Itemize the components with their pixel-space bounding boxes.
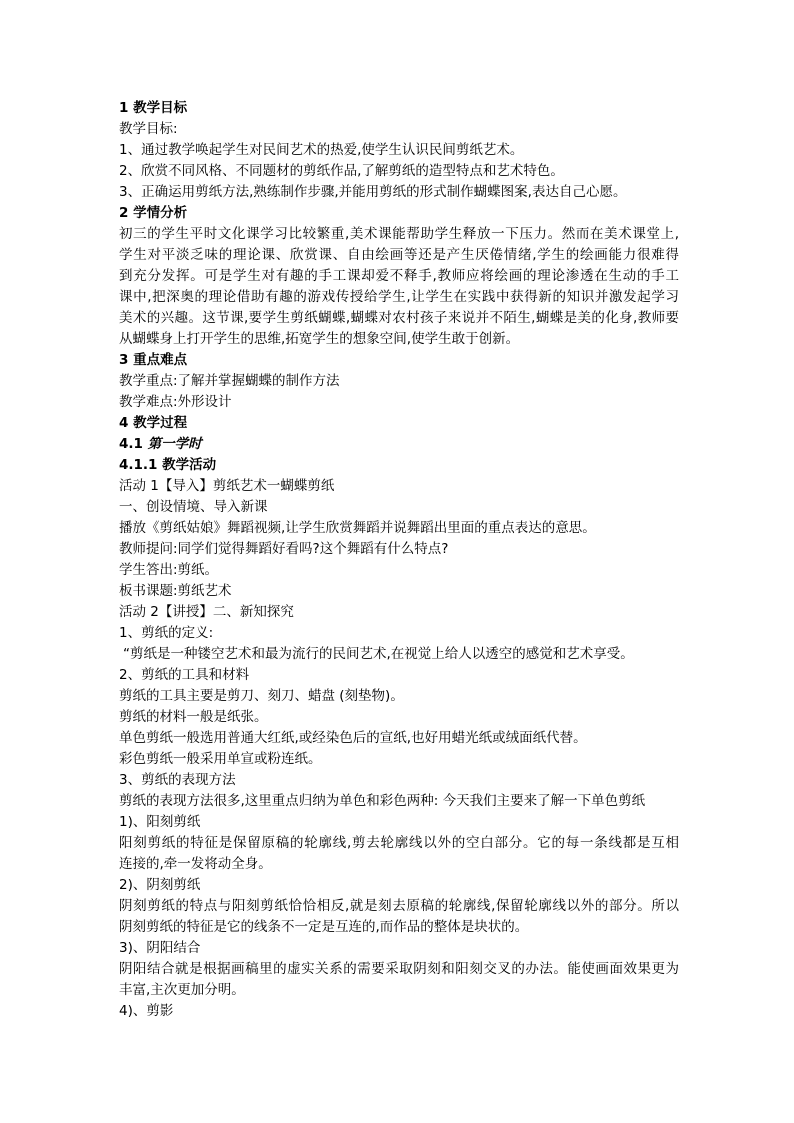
text-line xyxy=(119,749,679,770)
line-text: 阴刻剪纸的特征是它的线条不一定是互连的,而作品的整体是块状的。 xyxy=(119,919,529,935)
text-line xyxy=(119,224,679,245)
text-line xyxy=(119,350,679,371)
line-text: 2、欣赏不同风格、不同题材的剪纸作品,了解剪纸的造型特点和艺术特色。 xyxy=(119,163,564,179)
line-text: 活动 2【讲授】二、新知探究 xyxy=(119,604,294,620)
text-line xyxy=(119,161,679,182)
text-line xyxy=(119,896,679,917)
line-text: 2、剪纸的工具和材料 xyxy=(119,667,250,683)
line-text: 从蝴蝶身上打开学生的思维,拓宽学生的想象空间,使学生敢于创新。 xyxy=(119,331,520,347)
text-line xyxy=(119,980,679,1001)
text-line xyxy=(119,287,679,308)
line-text: 2)、阴刻剪纸 xyxy=(119,877,201,893)
line-text: 美术的兴趣。这节课,要学生剪纸蝴蝶,蝴蝶对农村孩子来说并不陌生,蝴蝶是美的化身,教师要 xyxy=(119,310,679,326)
text-line xyxy=(119,539,679,560)
text-line xyxy=(119,119,679,140)
text-line xyxy=(119,98,679,119)
text-line xyxy=(119,833,679,854)
text-line xyxy=(119,623,679,644)
line-text: 阴刻剪纸的特点与阳刻剪纸恰恰相反,就是刻去原稿的轮廓线,保留轮廓线以外的部分。所以 xyxy=(119,898,679,914)
text-line xyxy=(119,182,679,203)
document-page xyxy=(119,98,679,1022)
text-line xyxy=(119,812,679,833)
text-line xyxy=(119,476,679,497)
line-text: 教学重点:了解并掌握蝴蝶的制作方法 xyxy=(119,373,340,389)
line-text: 一、创设情境、导入新课 xyxy=(119,499,268,515)
line-text: 2 学情分析 xyxy=(119,205,188,221)
text-line xyxy=(119,644,679,665)
text-line xyxy=(119,770,679,791)
text-line xyxy=(119,602,679,623)
line-text: 丰富,主次更加分明。 xyxy=(119,982,245,998)
text-line xyxy=(119,728,679,749)
text-line xyxy=(119,413,679,434)
text-line xyxy=(119,329,679,350)
text-line xyxy=(119,917,679,938)
line-text: 剪纸的表现方法很多,这里重点归纳为单色和彩色两种: 今天我们主要来了解一下单色剪纸 xyxy=(119,793,646,809)
line-text: 4)、剪影 xyxy=(119,1003,174,1019)
line-text: 3、正确运用剪纸方法,熟练制作步骤,并能用剪纸的形式制作蝴蝶图案,表达自己心愿。 xyxy=(119,184,627,200)
line-text: 教学目标: xyxy=(119,121,178,137)
text-line xyxy=(119,308,679,329)
text-line xyxy=(119,392,679,413)
line-extra: 第一学时 xyxy=(147,436,202,452)
text-line xyxy=(119,140,679,161)
line-text: 1 教学目标 xyxy=(119,100,188,116)
line-text: 4 教学过程 xyxy=(119,415,188,431)
line-text: 剪纸的工具主要是剪刀、刻刀、蜡盘 (刻垫物)。 xyxy=(119,688,404,704)
line-text: 板书课题:剪纸艺术 xyxy=(119,583,232,599)
line-text: 播放《剪纸姑娘》舞蹈视频,让学生欣赏舞蹈并说舞蹈出里面的重点表达的意思。 xyxy=(119,520,596,536)
text-line xyxy=(119,686,679,707)
text-line xyxy=(119,959,679,980)
line-text: 1、通过教学唤起学生对民间艺术的热爱,使学生认识民间剪纸艺术。 xyxy=(119,142,524,158)
line-text: 3、剪纸的表现方法 xyxy=(119,772,236,788)
text-line xyxy=(119,371,679,392)
text-line xyxy=(119,497,679,518)
line-text: 初三的学生平时文化课学习比较繁重,美术课能帮助学生释放一下压力。然而在美术课堂上, xyxy=(119,226,679,242)
text-line xyxy=(119,245,679,266)
text-line xyxy=(119,791,679,812)
line-text: “剪纸是一种镂空艺术和最为流行的民间艺术,在视觉上给人以透空的感觉和艺术享受。 xyxy=(123,646,634,662)
text-line xyxy=(119,434,679,455)
line-text: 1)、阳刻剪纸 xyxy=(119,814,201,830)
text-line xyxy=(119,581,679,602)
line-text: 剪纸的材料一般是纸张。 xyxy=(119,709,268,725)
text-line xyxy=(119,560,679,581)
line-text: 活动 1【导入】剪纸艺术一蝴蝶剪纸 xyxy=(119,478,335,494)
text-line xyxy=(119,707,679,728)
line-text: 到充分发挥。可是学生对有趣的手工课却爱不释手,教师应将绘画的理论渗透在生动的手工 xyxy=(119,268,679,284)
line-text: 学生对平淡乏味的理论课、欣赏课、自由绘画等还是产生厌倦情绪,学生的绘画能力很难得 xyxy=(119,247,679,263)
line-text: 4.1 xyxy=(119,436,148,452)
text-line xyxy=(119,875,679,896)
line-text: 3 重点难点 xyxy=(119,352,188,368)
text-line xyxy=(119,455,679,476)
line-text: 阴阳结合就是根据画稿里的虚实关系的需要采取阴刻和阳刻交叉的办法。能使画面效果更为 xyxy=(119,961,679,977)
line-text: 彩色剪纸一般采用单宣或粉连纸。 xyxy=(119,751,322,767)
text-line xyxy=(119,1001,679,1022)
text-line xyxy=(119,518,679,539)
text-line xyxy=(119,854,679,875)
line-text: 教师提问:同学们觉得舞蹈好看吗?这个舞蹈有什么特点? xyxy=(119,541,449,557)
text-line xyxy=(119,266,679,287)
line-text: 4.1.1 教学活动 xyxy=(119,457,217,473)
text-line xyxy=(119,938,679,959)
line-text: 阳刻剪纸的特征是保留原稿的轮廓线,剪去轮廓线以外的空白部分。它的每一条线都是互相 xyxy=(119,835,679,851)
line-text: 教学难点:外形设计 xyxy=(119,394,232,410)
line-text: 3)、阴阳结合 xyxy=(119,940,201,956)
line-text: 1、剪纸的定义: xyxy=(119,625,214,641)
text-line xyxy=(119,665,679,686)
text-line xyxy=(119,203,679,224)
line-text: 连接的,牵一发将动全身。 xyxy=(119,856,272,872)
line-text: 学生答出:剪纸。 xyxy=(119,562,219,578)
line-text: 单色剪纸一般选用普通大红纸,或经染色后的宣纸,也好用蜡光纸或绒面纸代替。 xyxy=(119,730,587,746)
line-text: 课中,把深奥的理论借助有趣的游戏传授给学生,让学生在实践中获得新的知识并激发起学习 xyxy=(119,289,679,305)
